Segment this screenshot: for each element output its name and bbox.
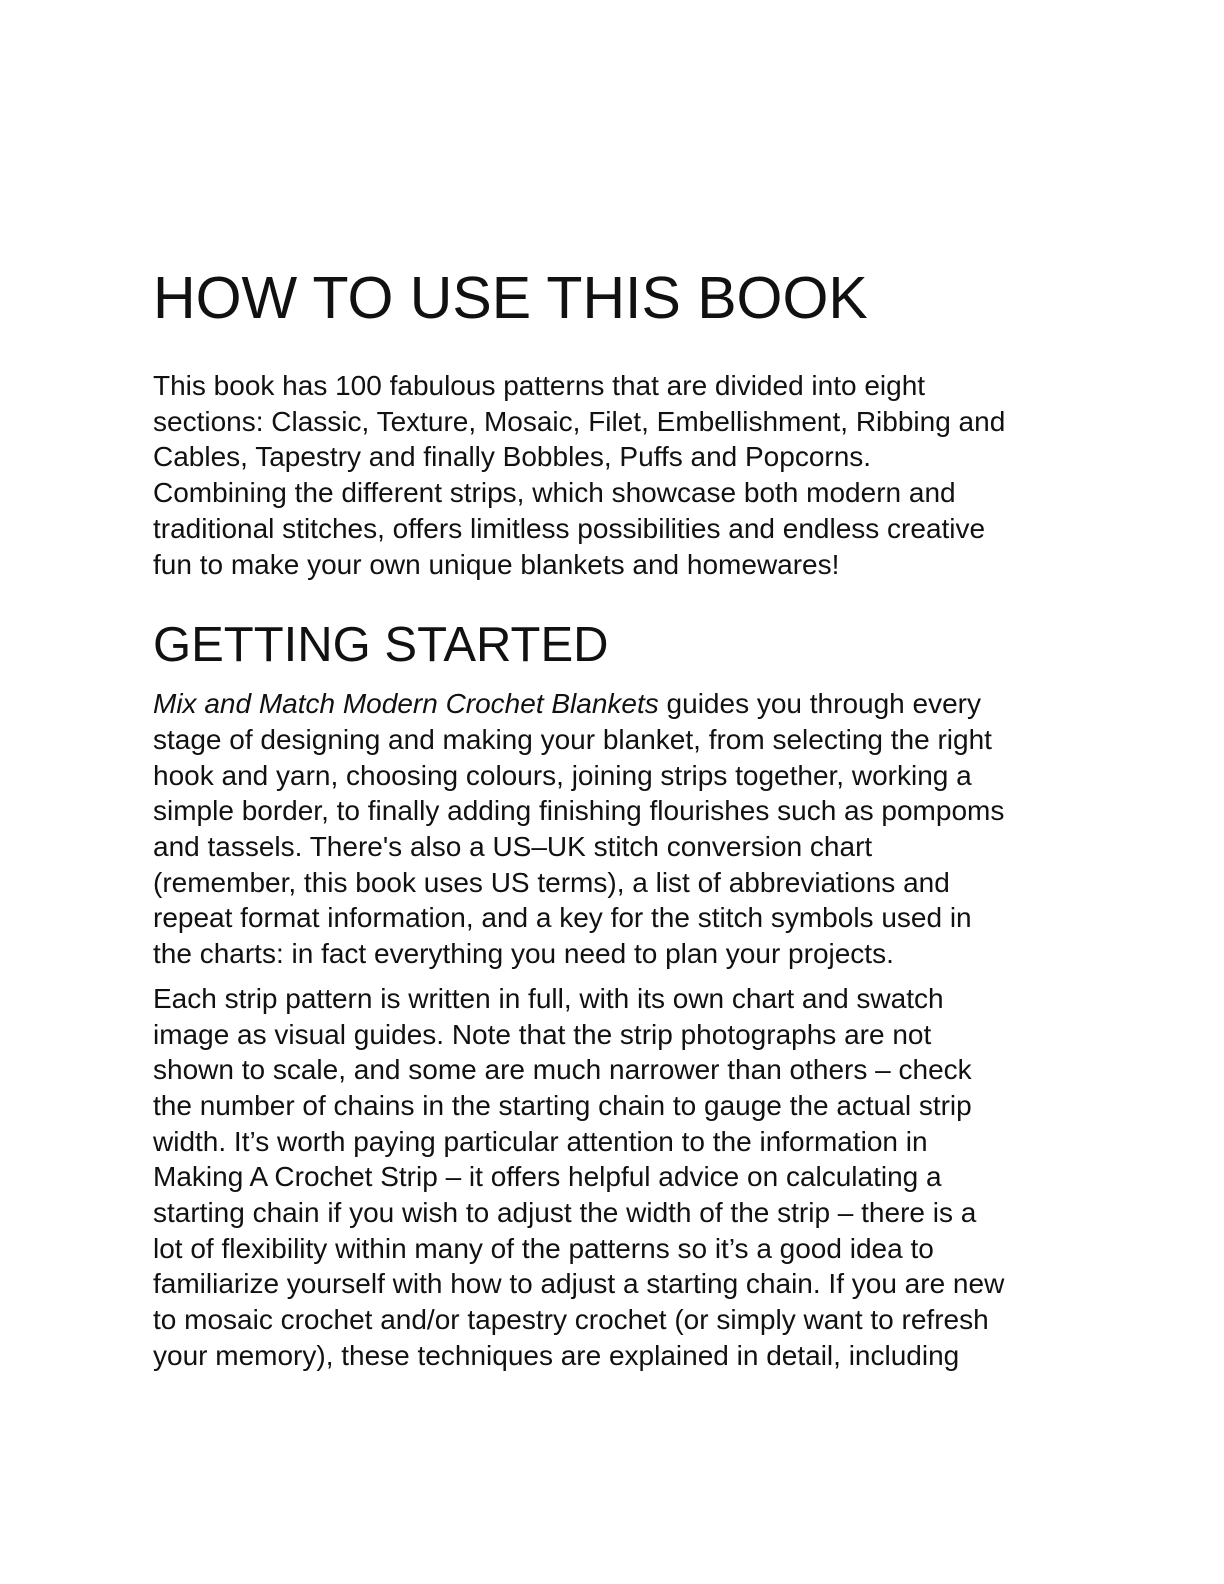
paragraph-line: simple border, to finally adding finishing flourishes such as pompoms: [153, 795, 1005, 827]
book-title-italic: Mix and Match Modern Crochet Blankets: [153, 688, 659, 720]
paragraph-line: starting chain if you wish to adjust the width of the strip – there is a: [153, 1197, 977, 1229]
paragraph-line: to mosaic crochet and/or tapestry crochet (or simply want to refresh: [153, 1304, 989, 1336]
paragraph-line: shown to scale, and some are much narrower than others – check: [153, 1054, 972, 1086]
paragraph-line: the charts: in fact everything you need to plan your projects.: [153, 938, 894, 970]
paragraph-line: lot of flexibility within many of the patterns so it’s a good idea to: [153, 1232, 934, 1264]
paragraph-line: Making A Crochet Strip – it offers helpful advice on calculating a: [153, 1161, 942, 1193]
intro-line: sections: Classic, Texture, Mosaic, Filet, Embellishment, Ribbing and: [153, 405, 1006, 437]
intro-line: Cables, Tapestry and finally Bobbles, Puffs and Popcorns.: [153, 441, 872, 473]
paragraph-line: stage of designing and making your blanket, from selecting the right: [153, 723, 992, 755]
paragraph-line: the number of chains in the starting chain to gauge the actual strip: [153, 1089, 972, 1121]
intro-line: This book has 100 fabulous patterns that are divided into eight: [153, 370, 926, 401]
paragraph-line: and tassels. There's also a US–UK stitch conversion chart: [153, 831, 873, 863]
paragraph-line: (remember, this book uses US terms), a list of abbreviations and: [153, 866, 950, 898]
paragraph-line: [153, 686, 1065, 722]
page-content: [153, 262, 1065, 1382]
getting-started-paragraph-1: [153, 686, 1065, 972]
paragraph-line: your memory), these techniques are explained in detail, including: [153, 1339, 960, 1371]
intro-line: traditional stitches, offers limitless possibilities and endless creative: [153, 512, 986, 544]
intro-line: Combining the different strips, which showcase both modern and: [153, 477, 956, 509]
paragraph-line: familiarize yourself with how to adjust a starting chain. If you are new: [153, 1268, 1005, 1300]
getting-started-paragraph-2: [153, 981, 1065, 1374]
intro-line: fun to make your own unique blankets and homewares!: [153, 548, 840, 580]
heading-how-to-use: HOW TO USE THIS BOOK: [153, 265, 868, 331]
heading-getting-started: GETTING STARTED: [153, 618, 609, 673]
paragraph-line: image as visual guides. Note that the strip photographs are not: [153, 1018, 932, 1050]
paragraph-line: width. It’s worth paying particular attention to the information in: [153, 1125, 928, 1157]
paragraph-line: repeat format information, and a key for the stitch symbols used in: [153, 902, 972, 934]
first-line-rest: guides you through every: [658, 688, 981, 720]
intro-paragraph: [153, 368, 1065, 582]
paragraph-line: hook and yarn, choosing colours, joining strips together, working a: [153, 759, 972, 791]
paragraph-line: Each strip pattern is written in full, with its own chart and swatch: [153, 982, 944, 1014]
